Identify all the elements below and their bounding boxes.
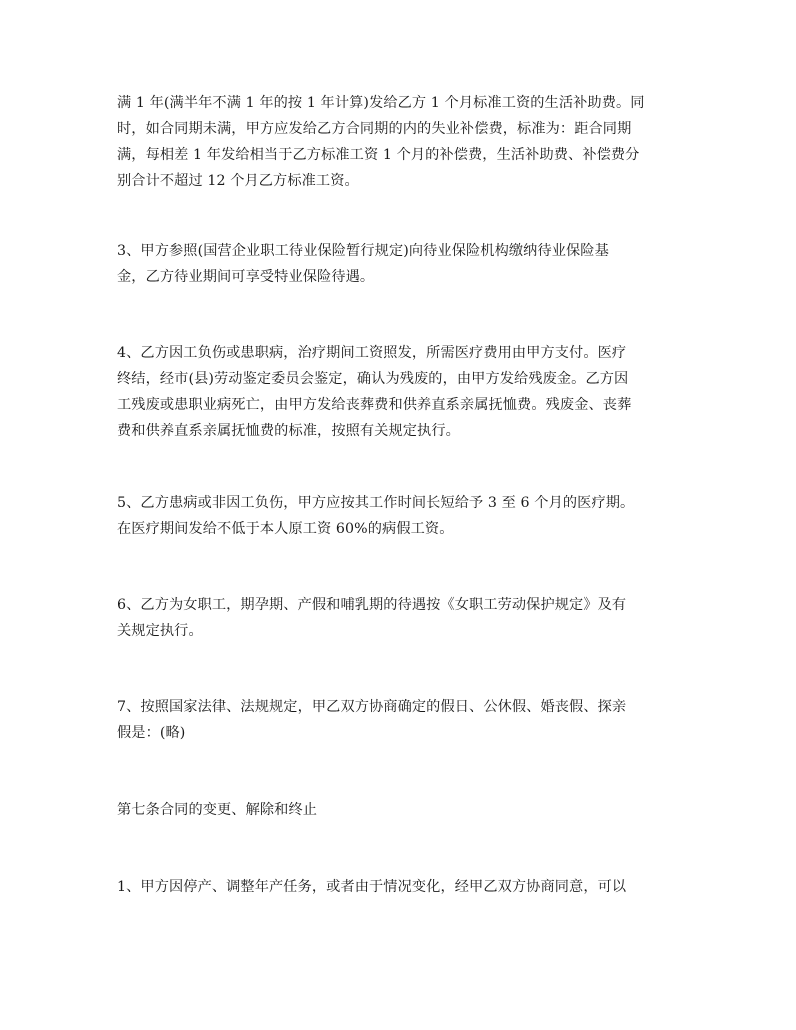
- text-line: 别合计不超过 12 个月乙方标准工资。: [117, 173, 359, 189]
- paragraph-item-6: [117, 592, 683, 644]
- paragraph-item-3: [117, 238, 683, 290]
- paragraph-item-4: [117, 340, 683, 444]
- text-line: 关规定执行。: [117, 623, 203, 639]
- text-line: 满 1 年(满半年不满 1 年的按 1 年计算)发给乙方 1 个月标准工资的生活补助费。同: [117, 95, 645, 111]
- paragraph-article-7-item-1: [117, 874, 683, 900]
- text-line: 假是：(略): [117, 725, 186, 741]
- text-line: 工残废或患职业病死亡，由甲方发给丧葬费和供养直系亲属抚恤费。残废金、丧葬: [117, 397, 632, 413]
- text-line: 7、按照国家法律、法规规定，甲乙双方协商确定的假日、公休假、婚丧假、探亲: [117, 699, 627, 715]
- text-line: 1、甲方因停产、调整年产任务，或者由于情况变化，经甲乙双方协商同意，可以: [117, 879, 627, 895]
- text-line: 5、乙方患病或非因工负伤，甲方应按其工作时间长短给予 3 至 6 个月的医疗期。: [117, 495, 635, 511]
- text-line: 终结，经市(县)劳动鉴定委员会鉴定，确认为残废的，由甲方发给残废金。乙方因: [117, 371, 629, 387]
- paragraph-living-allowance: [117, 90, 683, 194]
- text-line: 在医疗期间发给不低于本人原工资 60%的病假工资。: [117, 521, 454, 537]
- text-line: 金，乙方待业期间可享受特业保险待遇。: [117, 269, 375, 285]
- paragraph-item-7: [117, 694, 683, 746]
- text-line: 第七条合同的变更、解除和终止: [117, 802, 318, 818]
- text-line: 3、甲方参照(国营企业职工待业保险暂行规定)向待业保险机构缴纳待业保险基: [117, 243, 609, 259]
- text-line: 时，如合同期未满，甲方应发给乙方合同期的内的失业补偿费，标准为：距合同期: [117, 121, 632, 137]
- text-line: 费和供养直系亲属抚恤费的标准，按照有关规定执行。: [117, 423, 460, 439]
- text-line: 6、乙方为女职工，期孕期、产假和哺乳期的待遇按《女职工劳动保护规定》及有: [117, 597, 627, 613]
- paragraph-item-5: [117, 490, 683, 542]
- text-line: 满，每相差 1 年发给相当于乙方标准工资 1 个月的补偿费，生活补助费、补偿费分: [117, 147, 640, 163]
- section-heading-article-7: [117, 797, 683, 823]
- text-line: 4、乙方因工负伤或患职病，治疗期间工资照发，所需医疗费用由甲方支付。医疗: [117, 345, 627, 361]
